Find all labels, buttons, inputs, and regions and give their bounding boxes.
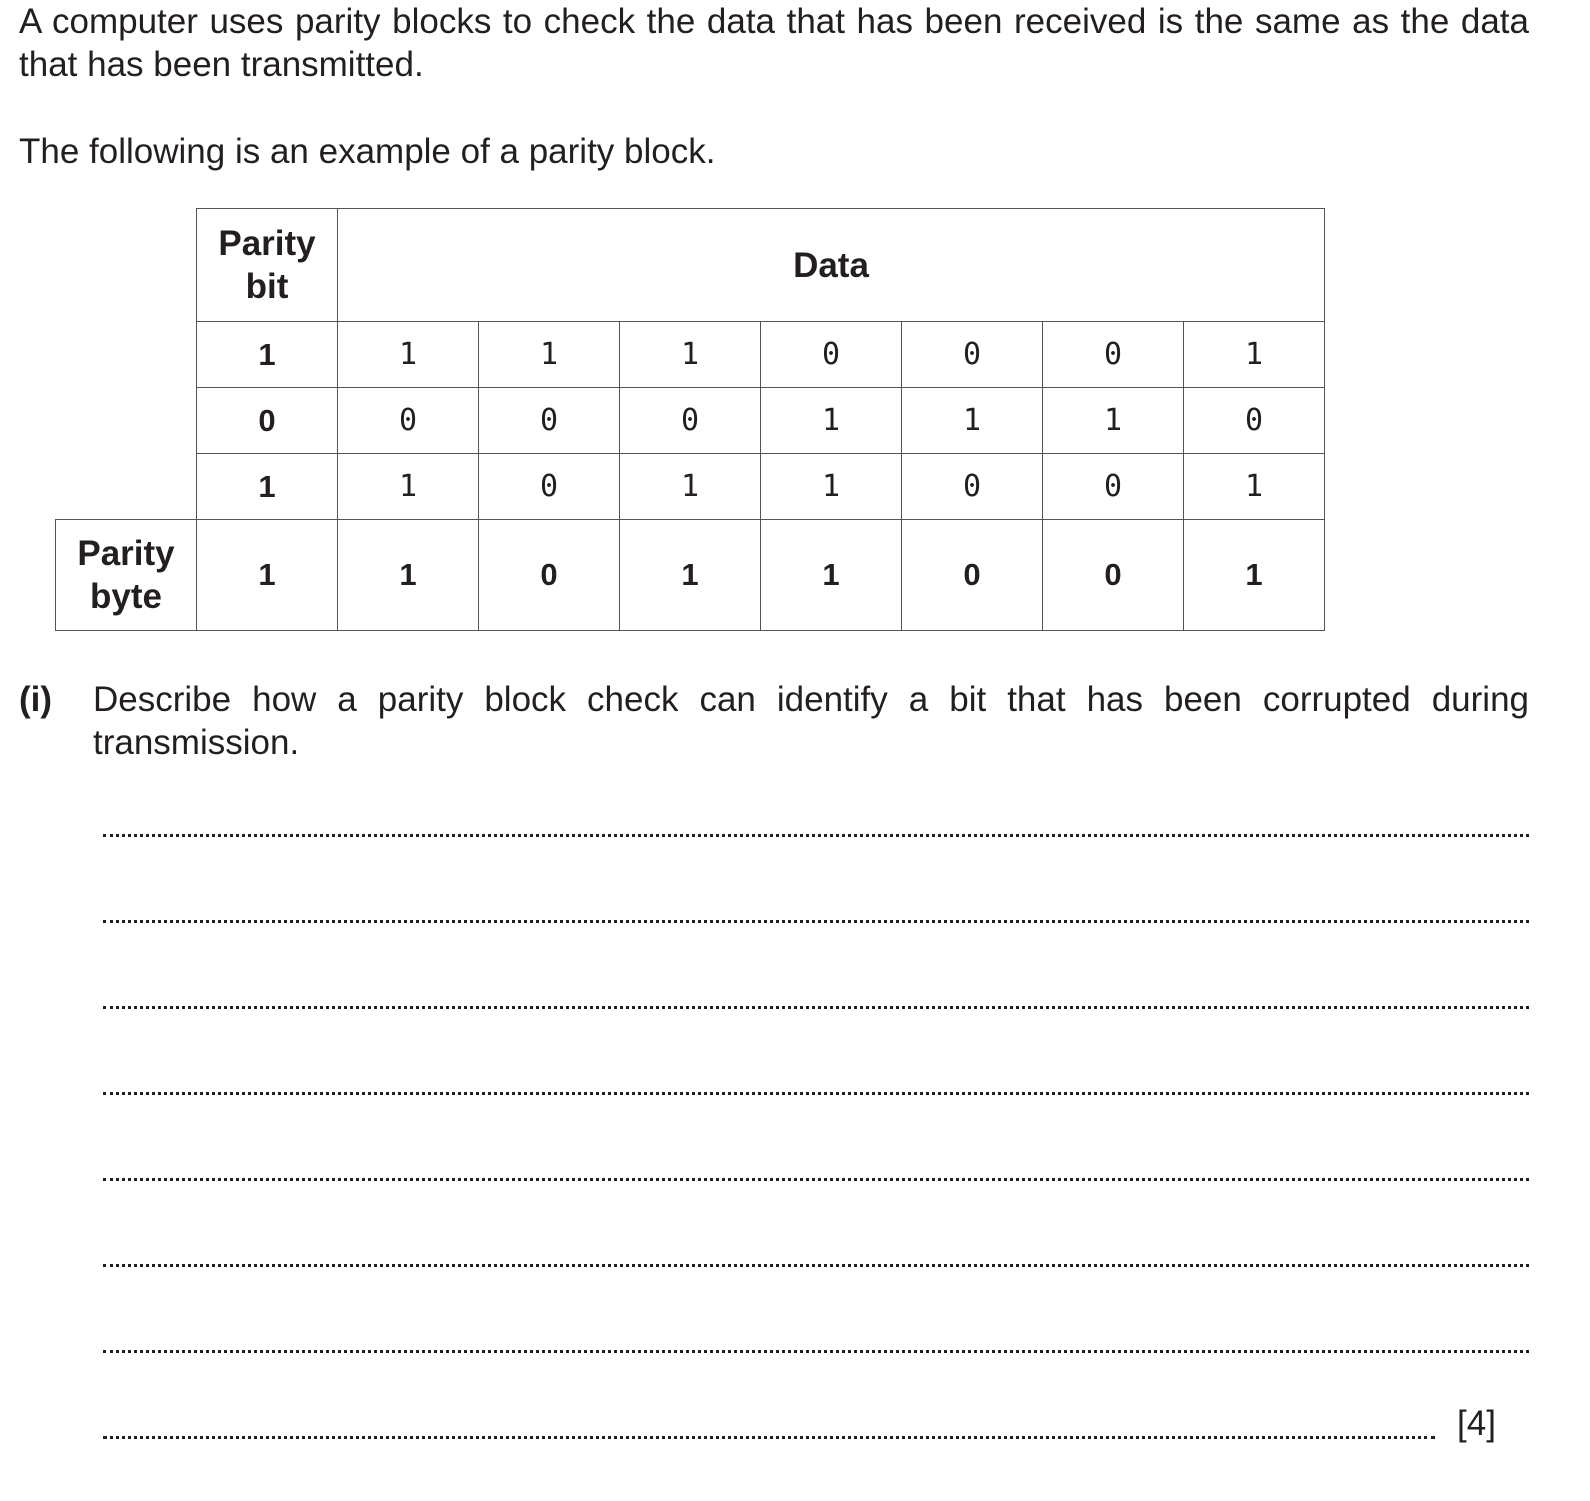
data-bit-cell: 0 [338, 388, 479, 454]
data-bit-cell: 1 [1184, 322, 1325, 388]
parity-bit-cell: 1 [197, 322, 338, 388]
parity-block-table [55, 208, 1325, 631]
data-bit-cell: 0 [479, 454, 620, 520]
data-bit-cell: 1 [902, 388, 1043, 454]
answer-line[interactable] [103, 920, 1529, 923]
parity-byte-cell: 0 [902, 520, 1043, 631]
parity-bit-cell: 1 [197, 454, 338, 520]
parity-bit-header [197, 209, 338, 322]
table-row [56, 322, 1325, 388]
data-bit-cell: 0 [1043, 322, 1184, 388]
data-bit-cell: 1 [338, 322, 479, 388]
answer-line[interactable] [103, 1006, 1529, 1009]
parity-bit-cell: 0 [197, 388, 338, 454]
data-bit-cell: 0 [761, 322, 902, 388]
answer-line[interactable] [103, 1264, 1529, 1267]
data-bit-cell: 1 [761, 454, 902, 520]
data-bit-cell: 0 [1184, 388, 1325, 454]
data-bit-cell: 1 [761, 388, 902, 454]
answer-line[interactable] [103, 1092, 1529, 1095]
data-bit-cell: 1 [1043, 388, 1184, 454]
parity-byte-cell: 1 [338, 520, 479, 631]
parity-byte-cell: 1 [197, 520, 338, 631]
data-bit-cell: 1 [620, 322, 761, 388]
parity-bit-header-line1: Parity [218, 224, 316, 263]
data-bit-cell: 0 [902, 454, 1043, 520]
answer-line[interactable] [103, 1350, 1529, 1353]
parity-byte-cell: 0 [1043, 520, 1184, 631]
table-row [56, 388, 1325, 454]
intro-paragraph: A computer uses parity blocks to check the data that has been received is the same as the data that has been transmitted. [19, 2, 1529, 84]
data-bit-cell: 1 [338, 454, 479, 520]
parity-byte-label [56, 520, 197, 631]
empty-corner-cell [56, 209, 197, 322]
table-header-row [56, 209, 1325, 322]
empty-cell [56, 388, 197, 454]
parity-bit-header-line2: bit [245, 267, 289, 306]
data-bit-cell: 0 [620, 388, 761, 454]
example-intro: The following is an example of a parity block. [19, 132, 716, 171]
parity-byte-label-line1: Parity [77, 534, 175, 573]
table-row [56, 454, 1325, 520]
empty-cell [56, 322, 197, 388]
data-bit-cell: 0 [1043, 454, 1184, 520]
marks-indicator: [4] [1457, 1404, 1496, 1443]
data-bit-cell: 1 [479, 322, 620, 388]
answer-line[interactable] [103, 1178, 1529, 1181]
data-bit-cell: 1 [620, 454, 761, 520]
parity-byte-cell: 1 [761, 520, 902, 631]
question-label: (i) [19, 680, 53, 719]
parity-byte-row [56, 520, 1325, 631]
parity-byte-cell: 0 [479, 520, 620, 631]
parity-byte-cell: 1 [620, 520, 761, 631]
answer-line[interactable] [103, 834, 1529, 837]
parity-byte-cell: 1 [1184, 520, 1325, 631]
data-bit-cell: 0 [479, 388, 620, 454]
question-text: Describe how a parity block check can identify a bit that has been corrupted during transmission. [93, 680, 1529, 762]
data-bit-cell: 1 [1184, 454, 1325, 520]
data-header: Data [338, 209, 1325, 322]
data-bit-cell: 0 [902, 322, 1043, 388]
answer-line[interactable] [103, 1436, 1435, 1439]
empty-cell [56, 454, 197, 520]
parity-byte-label-line2: byte [90, 577, 162, 616]
